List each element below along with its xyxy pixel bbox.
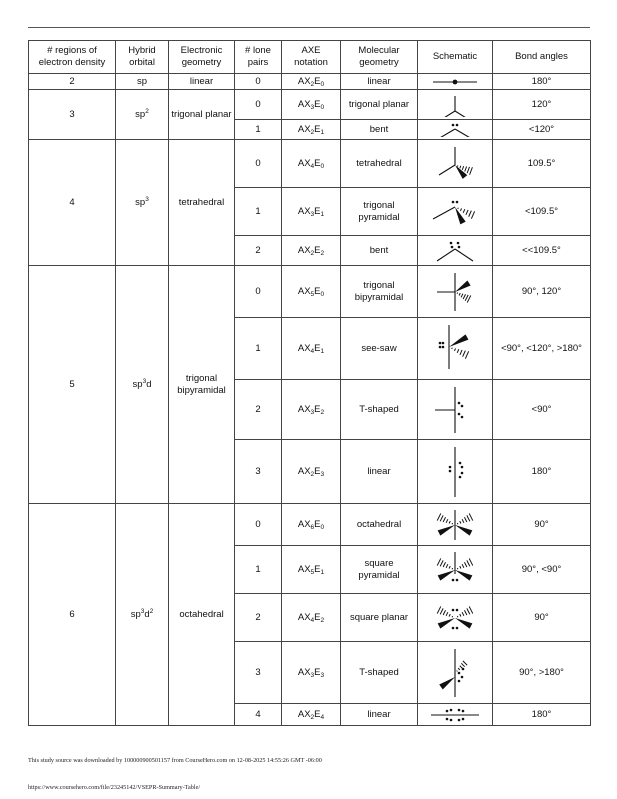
schematic-cell <box>418 642 493 704</box>
schematic-cell <box>418 188 493 236</box>
axe-e-count: 0 <box>320 290 325 298</box>
molecular-geometry-cell: octahedral <box>341 504 418 546</box>
see-saw-icon <box>425 321 485 377</box>
schematic-cell <box>418 318 493 380</box>
axe-x-count: 2 <box>310 470 315 478</box>
axe-notation-cell <box>282 440 341 504</box>
axe-e-letter: E <box>314 205 321 217</box>
axe-e-letter: E <box>314 465 321 477</box>
axe-notation-cell <box>282 546 341 594</box>
octahedral-icon <box>425 507 485 543</box>
hybrid-base: sp <box>135 196 146 208</box>
hybrid-sup: 3 <box>140 607 145 615</box>
trigonal-bipyramidal-icon <box>425 269 485 315</box>
axe-notation-cell <box>282 594 341 642</box>
hybrid-base: sp <box>135 108 146 120</box>
lone-pairs-cell: 1 <box>235 188 282 236</box>
bond-angles-cell: 90° <box>493 594 591 642</box>
hybrid-base: sp <box>136 75 148 87</box>
header-hybrid-orbital: Hybrid orbital <box>116 41 169 74</box>
molecular-geometry-cell: trigonal pyramidal <box>341 188 418 236</box>
lone-pairs-cell: 1 <box>235 546 282 594</box>
electronic-geometry-cell: tetrahedral <box>169 140 235 266</box>
molecular-geometry-cell: bent <box>341 120 418 140</box>
regions-cell: 5 <box>29 266 116 504</box>
bond-angles-cell: 180° <box>493 704 591 726</box>
axe-e-letter: E <box>314 244 321 256</box>
schematic-cell <box>418 380 493 440</box>
header-molecular-geometry: Molecular geometry <box>341 41 418 74</box>
axe-e-letter: E <box>314 403 321 415</box>
axe-prefix: AX <box>297 157 311 169</box>
header-regions: # regions of electron density <box>29 41 116 74</box>
molecular-geometry-cell: linear <box>341 74 418 90</box>
electronic-geometry-cell: trigonal bipyramidal <box>169 266 235 504</box>
bond-angles-cell: 180° <box>493 440 591 504</box>
axe-x-count: 4 <box>310 162 315 170</box>
axe-x-count: 2 <box>310 713 315 721</box>
axe-notation-cell <box>282 90 341 120</box>
molecular-geometry-cell: T-shaped <box>341 380 418 440</box>
hybrid-base2: d <box>144 608 150 620</box>
axe-x-count: 4 <box>310 616 315 624</box>
bond-angles-cell: 109.5° <box>493 140 591 188</box>
axe-e-count: 1 <box>320 568 325 576</box>
axe-notation-cell <box>282 642 341 704</box>
bond-angles-cell: 90°, <90° <box>493 546 591 594</box>
hybrid-sup: 3 <box>145 195 149 203</box>
tetrahedral-icon <box>425 143 485 185</box>
axe-x-count: 2 <box>310 249 315 257</box>
trigonal-pyramidal-icon <box>425 191 485 233</box>
axe-e-count: 4 <box>320 713 325 721</box>
axe-e-count: 2 <box>320 408 325 416</box>
axe-x-count: 2 <box>310 80 315 88</box>
molecular-geometry-cell: trigonal bipyramidal <box>341 266 418 318</box>
axe-e-count: 2 <box>320 616 325 624</box>
lone-pairs-cell: 0 <box>235 266 282 318</box>
axe-notation-cell <box>282 504 341 546</box>
axe-prefix: AX <box>297 611 311 623</box>
square-planar-icon <box>425 597 485 639</box>
molecular-geometry-cell: T-shaped <box>341 642 418 704</box>
hybrid-sup: 3 <box>142 377 147 385</box>
linear-four-pair-icon <box>425 707 485 723</box>
bond-angles-cell: <120° <box>493 120 591 140</box>
schematic-cell <box>418 504 493 546</box>
header-electronic-geometry: Electronic geometry <box>169 41 235 74</box>
lone-pairs-cell: 0 <box>235 504 282 546</box>
lone-pairs-cell: 2 <box>235 594 282 642</box>
linear-three-pair-icon <box>425 443 485 501</box>
hybrid-orbital-cell <box>116 266 169 504</box>
electronic-geometry-cell: octahedral <box>169 504 235 726</box>
axe-prefix: AX <box>297 403 311 415</box>
axe-x-count: 5 <box>310 290 315 298</box>
bond-angles-cell: 90° <box>493 504 591 546</box>
axe-e-letter: E <box>314 285 321 297</box>
axe-x-count: 3 <box>310 103 315 111</box>
hybrid-base2: d <box>146 378 152 390</box>
regions-cell: 3 <box>29 90 116 140</box>
axe-e-letter: E <box>314 157 321 169</box>
top-rule <box>28 27 590 28</box>
axe-e-count: 1 <box>320 210 325 218</box>
axe-e-count: 3 <box>320 470 325 478</box>
lone-pairs-cell: 0 <box>235 140 282 188</box>
trigonal-planar-icon <box>425 93 485 117</box>
vsepr-summary-table <box>28 40 591 726</box>
axe-e-letter: E <box>314 563 321 575</box>
table-row <box>29 504 591 546</box>
axe-notation-cell <box>282 120 341 140</box>
molecular-geometry-cell: trigonal planar <box>341 90 418 120</box>
axe-e-count: 1 <box>320 128 325 136</box>
axe-e-count: 3 <box>320 671 325 679</box>
header-bond-angles: Bond angles <box>493 41 591 74</box>
regions-cell: 4 <box>29 140 116 266</box>
schematic-cell <box>418 140 493 188</box>
axe-notation-cell <box>282 188 341 236</box>
schematic-cell <box>418 440 493 504</box>
axe-x-count: 3 <box>310 671 315 679</box>
axe-e-count: 2 <box>320 249 325 257</box>
axe-prefix: AX <box>297 244 311 256</box>
regions-cell: 6 <box>29 504 116 726</box>
square-pyramidal-icon <box>425 549 485 591</box>
hybrid-orbital-cell <box>116 74 169 90</box>
axe-e-letter: E <box>314 98 321 110</box>
lone-pairs-cell: 1 <box>235 120 282 140</box>
schematic-cell <box>418 594 493 642</box>
axe-e-letter: E <box>314 518 321 530</box>
axe-e-letter: E <box>314 708 321 720</box>
table-row <box>29 140 591 188</box>
axe-e-letter: E <box>314 75 321 87</box>
lone-pairs-cell: 2 <box>235 380 282 440</box>
axe-e-count: 0 <box>320 80 325 88</box>
lone-pairs-cell: 3 <box>235 440 282 504</box>
schematic-cell <box>418 704 493 726</box>
schematic-cell <box>418 546 493 594</box>
header-lone-pairs: # lone pairs <box>235 41 282 74</box>
table-body <box>29 74 591 726</box>
axe-prefix: AX <box>297 342 311 354</box>
bond-angles-cell: <90°, <120°, >180° <box>493 318 591 380</box>
axe-notation-cell <box>282 266 341 318</box>
axe-notation-cell <box>282 140 341 188</box>
axe-notation-cell <box>282 704 341 726</box>
linear-2-icon <box>425 76 485 88</box>
axe-notation-cell <box>282 380 341 440</box>
lone-pairs-cell: 0 <box>235 90 282 120</box>
lone-pairs-cell: 4 <box>235 704 282 726</box>
download-notice: This study source was downloaded by 100000900501157 from CourseHero.com on 12-08-2025 14:55:26 GMT -06:00 <box>28 757 322 764</box>
axe-prefix: AX <box>297 465 311 477</box>
header-schematic: Schematic <box>418 41 493 74</box>
source-url: https://www.coursehero.com/file/23245142/VSEPR-Summary-Table/ <box>28 784 201 791</box>
axe-notation-cell <box>282 236 341 266</box>
electronic-geometry-cell: trigonal planar <box>169 90 235 140</box>
molecular-geometry-cell: tetrahedral <box>341 140 418 188</box>
t-shaped-icon <box>425 383 485 437</box>
regions-cell: 2 <box>29 74 116 90</box>
axe-e-letter: E <box>314 666 321 678</box>
molecular-geometry-cell: see-saw <box>341 318 418 380</box>
bond-angles-cell: 90°, >180° <box>493 642 591 704</box>
lone-pairs-cell: 1 <box>235 318 282 380</box>
hybrid-sup2: 2 <box>149 607 154 615</box>
electronic-geometry-cell: linear <box>169 74 235 90</box>
molecular-geometry-cell: square pyramidal <box>341 546 418 594</box>
axe-notation-cell <box>282 74 341 90</box>
schematic-cell <box>418 120 493 140</box>
bent-two-pair-icon <box>425 239 485 263</box>
bond-angles-cell: 180° <box>493 74 591 90</box>
axe-e-count: 0 <box>320 523 325 531</box>
bent-one-pair-icon <box>425 123 485 137</box>
axe-x-count: 6 <box>310 523 315 531</box>
molecular-geometry-cell: linear <box>341 704 418 726</box>
axe-prefix: AX <box>297 123 311 135</box>
axe-prefix: AX <box>297 205 311 217</box>
axe-prefix: AX <box>297 708 311 720</box>
schematic-cell <box>418 266 493 318</box>
molecular-geometry-cell: square planar <box>341 594 418 642</box>
axe-e-count: 1 <box>320 347 325 355</box>
hybrid-orbital-cell <box>116 90 169 140</box>
bond-angles-cell: 120° <box>493 90 591 120</box>
bond-angles-cell: <90° <box>493 380 591 440</box>
axe-x-count: 3 <box>310 210 315 218</box>
hybrid-orbital-cell <box>116 140 169 266</box>
t-shaped-three-pair-icon <box>425 645 485 701</box>
axe-e-letter: E <box>314 123 321 135</box>
molecular-geometry-cell: bent <box>341 236 418 266</box>
axe-prefix: AX <box>297 563 311 575</box>
axe-x-count: 3 <box>310 408 315 416</box>
bond-angles-cell: <<109.5° <box>493 236 591 266</box>
axe-prefix: AX <box>297 98 311 110</box>
schematic-cell <box>418 74 493 90</box>
axe-prefix: AX <box>297 75 311 87</box>
hybrid-sup: 2 <box>145 107 149 115</box>
lone-pairs-cell: 2 <box>235 236 282 266</box>
table-row <box>29 74 591 90</box>
hybrid-base: sp <box>132 378 143 390</box>
axe-x-count: 5 <box>310 568 315 576</box>
axe-e-letter: E <box>314 342 321 354</box>
molecular-geometry-cell: linear <box>341 440 418 504</box>
axe-notation-cell <box>282 318 341 380</box>
axe-x-count: 4 <box>310 347 315 355</box>
axe-e-count: 0 <box>320 103 325 111</box>
lone-pairs-cell: 3 <box>235 642 282 704</box>
bond-angles-cell: 90°, 120° <box>493 266 591 318</box>
header-row <box>29 41 591 74</box>
hybrid-orbital-cell <box>116 504 169 726</box>
axe-prefix: AX <box>297 518 311 530</box>
header-axe-notation: AXE notation <box>282 41 341 74</box>
axe-prefix: AX <box>297 285 311 297</box>
axe-x-count: 2 <box>310 128 315 136</box>
table-row <box>29 90 591 120</box>
schematic-cell <box>418 90 493 120</box>
axe-prefix: AX <box>297 666 311 678</box>
bond-angles-cell: <109.5° <box>493 188 591 236</box>
axe-e-letter: E <box>314 611 321 623</box>
table-row <box>29 266 591 318</box>
hybrid-base: sp <box>130 608 141 620</box>
schematic-cell <box>418 236 493 266</box>
axe-e-count: 0 <box>320 162 325 170</box>
lone-pairs-cell: 0 <box>235 74 282 90</box>
